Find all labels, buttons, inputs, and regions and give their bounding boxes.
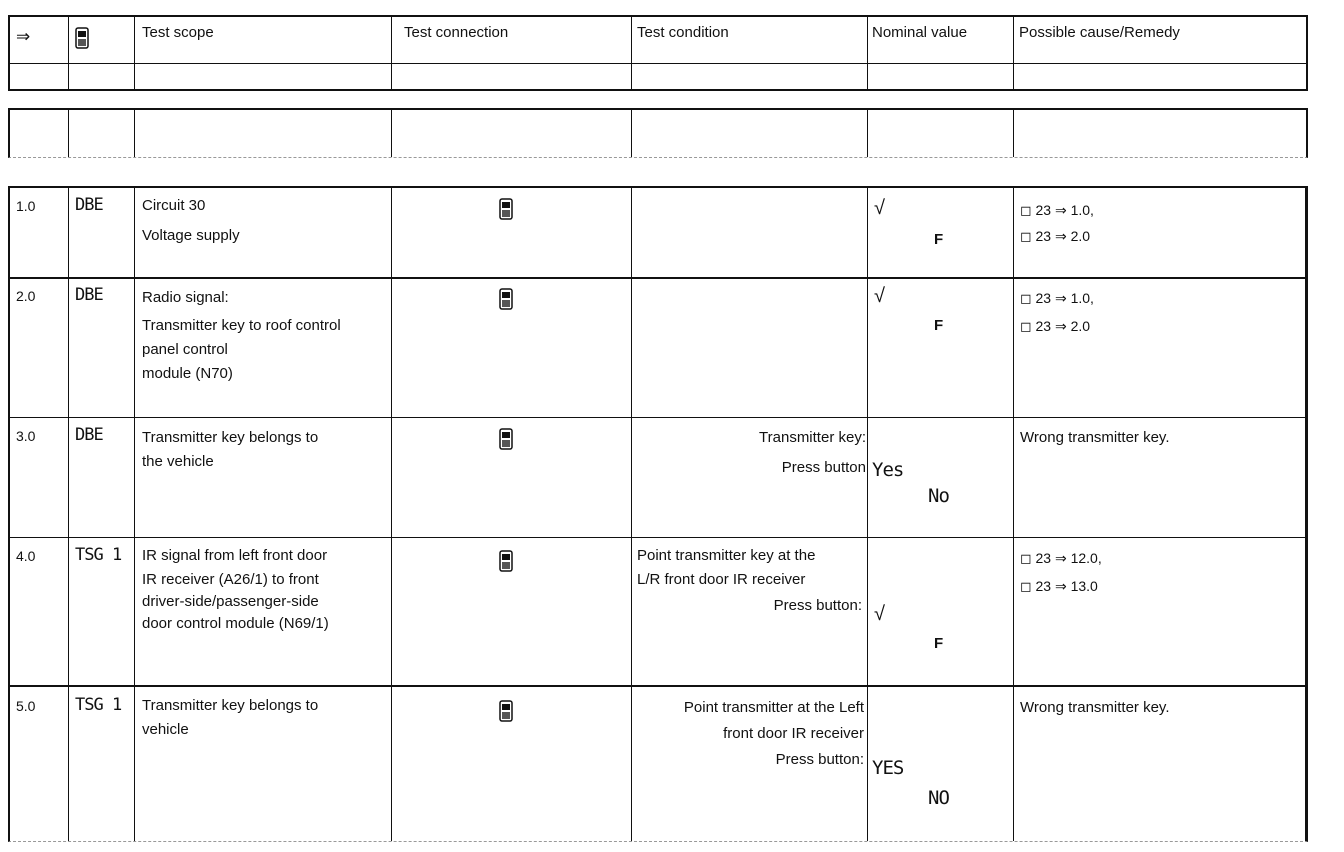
tester-icon	[75, 27, 89, 49]
tester-icon	[499, 288, 513, 310]
header-arrow-cell	[10, 17, 69, 89]
check-icon: √	[874, 197, 885, 219]
header-test-scope: Test scope	[135, 17, 392, 89]
check-icon: √	[874, 603, 885, 625]
tester-icon	[499, 700, 513, 722]
header-test-condition: Test condition	[632, 17, 868, 89]
test-table: 1.0 DBE Circuit 30 Voltage supply √ F ◻ 23 ⇒ 1.0, ◻ 23 ⇒ 2.0 2.0 DBE Radio signal: Transmitter key to roof control panel control module (N70) √ F ◻ 23 ⇒ 1.0, ◻ 23 ⇒ 2.0 3.0 DBE Transmitter key belongs to the vehicle Transmitter key: Press button Yes No Wrong transmitter key. 4.0 TSG 1 IR signal from left front door IR receiver (A26/1) to front driver-side/passenger-side door control module (N69/1) Point transmitter key at the L/R front door IR receiver Press button: √ F ◻ 23 ⇒ 12.0, ◻ 23 ⇒ 13.0 5.0 TSG 1 Transmitter key belongs to vehicle Point transmitter at the Left front door IR receiver Press button: YES NO Wrong transmitter key.	[8, 186, 1308, 842]
header-icon-cell	[69, 17, 135, 89]
header-test-connection: Test connection	[392, 17, 632, 89]
tester-icon	[499, 428, 513, 450]
header-nominal-value: Nominal value	[868, 17, 1014, 89]
tester-icon	[499, 550, 513, 572]
empty-table	[8, 108, 1308, 158]
header-possible-cause: Possible cause/Remedy	[1019, 24, 1180, 41]
header-table	[8, 15, 1308, 91]
arrow-icon: ⇒	[16, 27, 31, 46]
tester-icon	[499, 198, 513, 220]
check-icon: √	[874, 285, 885, 307]
